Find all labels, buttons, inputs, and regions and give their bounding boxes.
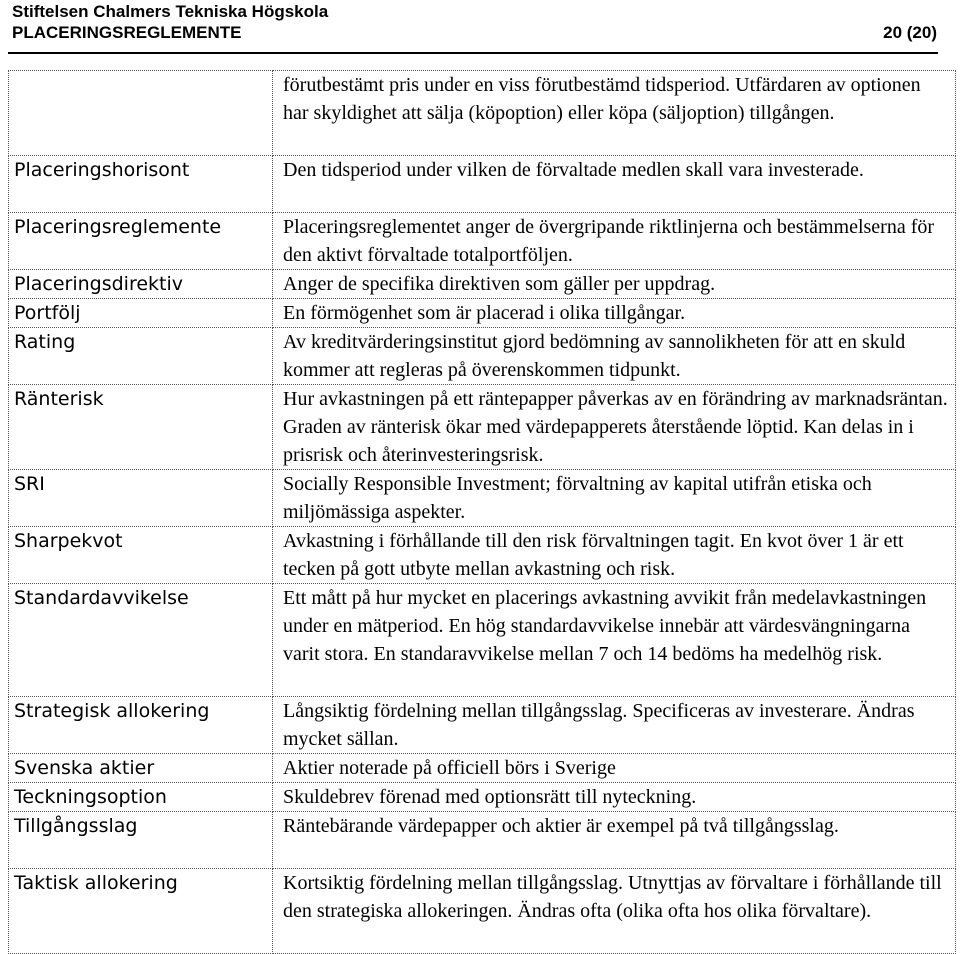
definition-cell: Hur avkastningen på ett räntepapper påverkas av en förändring av marknadsräntan. Graden av ränterisk ökar med värdepapperets återstående löptid. Kan delas in i prisrisk och återinvesteringsrisk. <box>273 385 956 470</box>
table-row <box>9 527 956 584</box>
table-row <box>9 754 956 783</box>
term-cell: Placeringsdirektiv <box>9 270 273 299</box>
term-cell: Tillgångsslag <box>9 812 273 869</box>
table-row <box>9 328 956 385</box>
term-cell: SRI <box>9 470 273 527</box>
organization-name: Stiftelsen Chalmers Tekniska Högskola <box>12 2 329 21</box>
definition-cell: Anger de specifika direktiven som gäller per uppdrag. <box>273 270 956 299</box>
definition-cell: Skuldebrev förenad med optionsrätt till nyteckning. <box>273 783 956 812</box>
document-title: PLACERINGSREGLEMENTE <box>12 23 242 42</box>
table-row <box>9 812 956 869</box>
term-cell: Taktisk allokering <box>9 869 273 954</box>
term-cell: Svenska aktier <box>9 754 273 783</box>
table-row <box>9 213 956 270</box>
table-row <box>9 584 956 697</box>
document-title-row <box>12 22 937 43</box>
definition-cell: Den tidsperiod under vilken de förvaltade medlen skall vara investerade. <box>273 156 956 213</box>
page-header <box>12 0 937 43</box>
term-cell: Placeringsreglemente <box>9 213 273 270</box>
table-row <box>9 783 956 812</box>
definition-cell: En förmögenhet som är placerad i olika tillgångar. <box>273 299 956 328</box>
table-row <box>9 299 956 328</box>
table-row <box>9 470 956 527</box>
table-row <box>9 156 956 213</box>
table-row <box>9 697 956 754</box>
definition-cell: Långsiktig fördelning mellan tillgångsslag. Specificeras av investerare. Ändras mycket sällan. <box>273 697 956 754</box>
term-cell: Portfölj <box>9 299 273 328</box>
term-cell: Teckningsoption <box>9 783 273 812</box>
definition-cell: förutbestämt pris under en viss förutbestämd tidsperiod. Utfärdaren av optionen har skyldighet att sälja (köpoption) eller köpa (säljoption) tillgången. <box>273 71 956 156</box>
definition-cell: Ett mått på hur mycket en placerings avkastning avvikit från medelavkastningen under en mätperiod. En hög standardavvikelse innebär att värdesvängningarna varit stora. En standaravvikelse mellan 7 och 14 bedöms ha medelhög risk. <box>273 584 956 697</box>
definition-cell: Aktier noterade på officiell börs i Sverige <box>273 754 956 783</box>
term-cell: Sharpekvot <box>9 527 273 584</box>
term-cell: Standardavvikelse <box>9 584 273 697</box>
table-row <box>9 71 956 156</box>
definition-cell: Socially Responsible Investment; förvaltning av kapital utifrån etiska och miljömässiga aspekter. <box>273 470 956 527</box>
table-row <box>9 869 956 954</box>
page-number: 20 (20) <box>883 23 937 42</box>
term-cell: Ränterisk <box>9 385 273 470</box>
term-cell <box>9 71 273 156</box>
header-rule <box>8 52 938 54</box>
definition-cell: Av kreditvärderingsinstitut gjord bedömning av sannolikheten för att en skuld kommer att regleras på överenskommen tidpunkt. <box>273 328 956 385</box>
table-row <box>9 385 956 470</box>
definition-cell: Avkastning i förhållande till den risk förvaltningen tagit. En kvot över 1 är ett tecken på gott utbyte mellan avkastning och risk. <box>273 527 956 584</box>
definition-cell: Kortsiktig fördelning mellan tillgångsslag. Utnyttjas av förvaltare i förhållande till den strategiska allokeringen. Ändras ofta (olika ofta hos olika förvaltare). <box>273 869 956 954</box>
term-cell: Placeringshorisont <box>9 156 273 213</box>
term-cell: Strategisk allokering <box>9 697 273 754</box>
term-cell: Rating <box>9 328 273 385</box>
definition-cell: Placeringsreglementet anger de övergripande riktlinjerna och bestämmelserna för den aktivt förvaltade totalportföljen. <box>273 213 956 270</box>
definition-cell: Räntebärande värdepapper och aktier är exempel på två tillgångsslag. <box>273 812 956 869</box>
table-row <box>9 270 956 299</box>
glossary-table <box>8 70 956 954</box>
